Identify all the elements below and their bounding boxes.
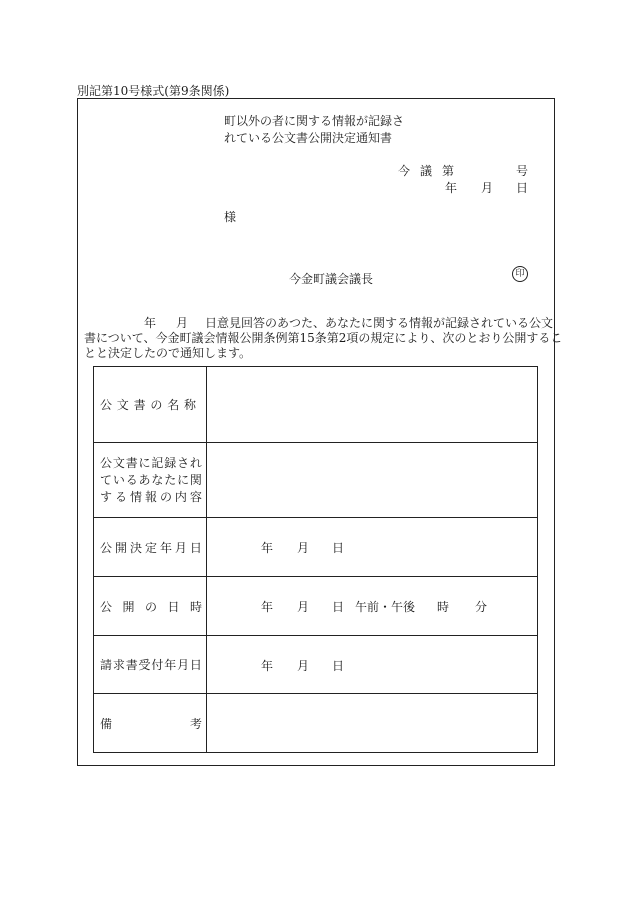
- label-recorded-info: [94, 443, 207, 518]
- label-char: 請: [100, 658, 113, 672]
- body-line-2: 書について、今金町議会情報公開条例第15条第2項の規定により、次のとおり公開するこ: [84, 331, 563, 345]
- request-day: 日: [332, 658, 345, 673]
- issue-date-day: 日: [516, 181, 529, 195]
- table-row-remarks: [94, 694, 538, 753]
- value-recorded-info[interactable]: [207, 443, 538, 518]
- label-char: 日: [189, 658, 202, 672]
- label-char: て: [100, 472, 113, 487]
- label-char: の: [144, 599, 157, 614]
- label-char: 年: [159, 540, 172, 555]
- label-char: 情: [129, 489, 142, 504]
- decision-day: 日: [332, 541, 345, 555]
- label-decision-date: [94, 518, 207, 577]
- table-row-recorded-info: [94, 443, 538, 518]
- label-char: 公: [100, 398, 113, 412]
- label-char: れ: [189, 455, 202, 470]
- label-char: 開: [122, 599, 135, 614]
- label-char: 名: [167, 398, 180, 412]
- doc-number-prefix-3: 第: [442, 164, 455, 178]
- label-char: の: [150, 398, 163, 412]
- sender-name: 今金町議会議長: [289, 272, 374, 286]
- label-char: 考: [189, 716, 202, 731]
- table-row-disclosure-datetime: [94, 577, 538, 636]
- form-number-label: 別記第10号様式(第9条関係): [77, 84, 230, 98]
- label-char: 内: [174, 489, 187, 504]
- value-document-name[interactable]: [207, 367, 538, 443]
- table-row-document-name: [94, 367, 538, 443]
- label-char: 書: [125, 455, 138, 470]
- label-char: 公: [100, 540, 113, 555]
- label-disclosure-datetime: [94, 577, 207, 636]
- label-document-name: [94, 367, 207, 443]
- label-char: る: [125, 472, 138, 487]
- decision-month: 月: [297, 541, 310, 555]
- label-char: の: [159, 489, 172, 504]
- label-char: 報: [144, 489, 157, 504]
- issue-date: [395, 179, 530, 195]
- label-char: 文: [116, 398, 129, 412]
- table-row-request-received-date: [94, 636, 538, 694]
- request-month: 月: [297, 658, 310, 673]
- label-char: に: [138, 455, 151, 470]
- value-remarks[interactable]: [207, 694, 538, 753]
- body-year: 年: [144, 316, 157, 330]
- body-line-1-rest: 日意見回答のあつた、あなたに関する情報が記録されている公文: [205, 316, 554, 330]
- decision-year: 年: [261, 541, 274, 555]
- value-disclosure-datetime[interactable]: [207, 577, 538, 636]
- document-number: [395, 162, 530, 178]
- label-char: 関: [189, 472, 202, 487]
- label-char: す: [100, 489, 113, 504]
- document-title: [224, 113, 404, 147]
- request-year: 年: [261, 658, 274, 673]
- label-char: 定: [144, 540, 157, 555]
- label-char: 記: [151, 455, 164, 470]
- disclosure-hour: 時: [437, 600, 450, 614]
- body-line-3: とと決定したので通知します。: [84, 346, 252, 360]
- title-line-2: れている公文書公開決定通知書: [224, 131, 393, 145]
- label-char: 日: [167, 599, 180, 614]
- label-char: 称: [183, 398, 196, 412]
- table-row-decision-date: [94, 518, 538, 577]
- title-line-1: 町以外の者に関する情報が記録さ: [224, 114, 405, 128]
- value-decision-date[interactable]: [207, 518, 538, 577]
- label-char: 容: [189, 489, 202, 504]
- label-char: 受: [138, 658, 151, 672]
- label-char: 年: [164, 658, 177, 672]
- recipient-suffix: 様: [224, 210, 237, 224]
- disclosure-month: 月: [297, 600, 310, 614]
- label-char: 書: [125, 658, 138, 672]
- label-char: 書: [133, 398, 146, 412]
- label-remarks: [94, 694, 207, 753]
- label-request-received-date: [94, 636, 207, 694]
- disclosure-year: 年: [261, 600, 274, 614]
- label-char: さ: [177, 455, 190, 470]
- label-char: 公: [100, 599, 113, 614]
- label-char: 付: [151, 658, 164, 672]
- label-char: る: [114, 489, 127, 504]
- label-char: に: [177, 472, 190, 487]
- label-char: た: [164, 472, 177, 487]
- value-request-received-date[interactable]: [207, 636, 538, 694]
- label-char: 決: [129, 540, 142, 555]
- label-char: 月: [174, 540, 187, 555]
- doc-number-suffix: 号: [516, 164, 529, 178]
- label-char: 文: [112, 455, 125, 470]
- label-char: 日: [189, 540, 202, 555]
- label-char: 録: [164, 455, 177, 470]
- disclosure-info-table: [93, 366, 538, 753]
- seal-mark: 印: [512, 266, 528, 282]
- label-char: 備: [100, 716, 113, 731]
- doc-number-prefix-2: 議: [420, 164, 433, 178]
- body-month: 月: [176, 316, 189, 330]
- notice-body: [84, 316, 563, 361]
- label-char: 求: [112, 658, 125, 672]
- disclosure-minute: 分: [475, 600, 488, 614]
- issue-date-month: 月: [481, 181, 494, 195]
- issue-date-year: 年: [445, 181, 458, 195]
- label-char: 開: [114, 540, 127, 555]
- disclosure-day: 日: [332, 600, 345, 614]
- label-char: 時: [189, 599, 202, 614]
- label-char: 月: [177, 658, 190, 672]
- doc-number-prefix-1: 今: [398, 164, 411, 178]
- disclosure-ampm: 午前・午後: [355, 600, 416, 614]
- label-char: 公: [100, 455, 113, 470]
- label-char: い: [112, 472, 125, 487]
- label-char: な: [151, 472, 164, 487]
- label-char: あ: [138, 472, 151, 487]
- body-line-1: [84, 316, 554, 331]
